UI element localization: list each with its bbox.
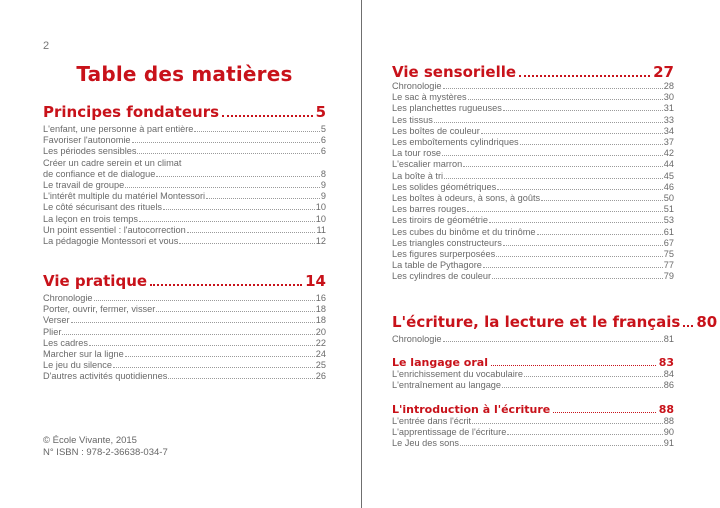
toc-entry[interactable]: Un point essentiel : l'autocorrection 11	[43, 224, 326, 235]
toc-entry[interactable]: Le Jeu des sons 91	[392, 438, 674, 449]
toc-entry[interactable]: La tour rose 42	[392, 148, 674, 159]
toc-entry[interactable]: Chronologie 16	[43, 293, 326, 303]
toc-entry[interactable]: La table de Pythagore 77	[392, 260, 674, 271]
toc-entry[interactable]: Porter, ouvrir, fermer, visser 18	[43, 304, 326, 315]
toc-entry[interactable]: D'autres activités quotidiennes 26	[43, 371, 326, 382]
toc-entry[interactable]: Favoriser l'autonomie 6	[43, 135, 326, 146]
section-vie-pratique	[43, 272, 326, 383]
section-heading[interactable]: Vie pratique 14	[43, 272, 326, 290]
toc-entry[interactable]: Chronologie 28	[392, 81, 674, 91]
toc-entry[interactable]: L'entrée dans l'écrit 88	[392, 415, 674, 426]
toc-entry[interactable]: Les triangles constructeurs 67	[392, 237, 674, 248]
toc-entry[interactable]: Verser 18	[43, 315, 326, 326]
section-vie-sensorielle	[392, 63, 674, 283]
toc-entry[interactable]: L'intérêt multiple du matériel Montessori 9	[43, 191, 326, 202]
toc-entry[interactable]: Les tissus 33	[392, 114, 674, 125]
section-principes-fondateurs	[43, 103, 326, 247]
toc-entry[interactable]: La boîte à tri 45	[392, 170, 674, 181]
toc-entry[interactable]: Le côté sécurisant des rituels 10	[43, 202, 326, 213]
section-heading[interactable]: Principes fondateurs 5	[43, 103, 326, 121]
isbn-text: N° ISBN : 978-2-36638-034-7	[43, 447, 168, 458]
section-heading[interactable]: L'écriture, la lecture et le français 80	[392, 313, 718, 331]
copyright-text: © École Vivante, 2015	[43, 435, 137, 446]
toc-entry[interactable]: Les barres rouges 51	[392, 204, 674, 215]
toc-entry[interactable]: Les solides géométriques 46	[392, 181, 674, 192]
subsection-heading[interactable]: L'introduction à l'écriture 88	[392, 402, 674, 416]
page-number: 2	[43, 40, 50, 52]
toc-entry[interactable]: Les périodes sensibles 6	[43, 146, 326, 157]
toc-entry[interactable]: Les boîtes à odeurs, à sons, à goûts 50	[392, 193, 674, 204]
toc-entry[interactable]: Plier 20	[43, 326, 326, 337]
toc-entry[interactable]: L'escalier marron 44	[392, 159, 674, 170]
section-ecriture-lecture-francais	[392, 313, 718, 449]
toc-entry[interactable]: Le jeu du silence 25	[43, 360, 326, 371]
toc-entry[interactable]: La pédagogie Montessori et vous 12	[43, 236, 326, 247]
page-title: Table des matières	[76, 62, 293, 86]
toc-entry[interactable]: Chronologie 81	[392, 334, 674, 344]
toc-entry[interactable]: L'entraînement au langage 86	[392, 380, 674, 391]
toc-entry[interactable]: Le sac à mystères 30	[392, 92, 674, 103]
toc-entry[interactable]: Marcher sur la ligne 24	[43, 349, 326, 360]
toc-entry[interactable]: Les cylindres de couleur 79	[392, 271, 674, 282]
toc-entry[interactable]: L'enfant, une personne à part entière 5	[43, 124, 326, 134]
toc-entry[interactable]: Créer un cadre serein et un climat	[43, 157, 182, 168]
toc-entry[interactable]: Les figures surperposées 75	[392, 249, 674, 260]
copyright-block	[43, 435, 168, 459]
subsection-heading[interactable]: Le langage oral 83	[392, 356, 674, 370]
toc-entry[interactable]: Les emboîtements cylindriques 37	[392, 137, 674, 148]
toc-entry[interactable]: Le travail de groupe 9	[43, 180, 326, 191]
toc-entry[interactable]: Les cubes du binôme et du trinôme 61	[392, 226, 674, 237]
toc-entry[interactable]: La leçon en trois temps 10	[43, 213, 326, 224]
toc-entry[interactable]: Les boîtes de couleur 34	[392, 125, 674, 136]
section-heading[interactable]: Vie sensorielle 27	[392, 63, 674, 81]
toc-entry[interactable]: L'enrichissement du vocabulaire 84	[392, 369, 674, 380]
toc-entry[interactable]: Les tiroirs de géométrie 53	[392, 215, 674, 226]
toc-entry[interactable]: Les planchettes rugueuses 31	[392, 103, 674, 114]
toc-entry[interactable]: L'apprentissage de l'écriture 90	[392, 426, 674, 437]
toc-entry[interactable]: de confiance et de dialogue 8	[43, 168, 326, 179]
toc-entry[interactable]: Les cadres 22	[43, 337, 326, 348]
